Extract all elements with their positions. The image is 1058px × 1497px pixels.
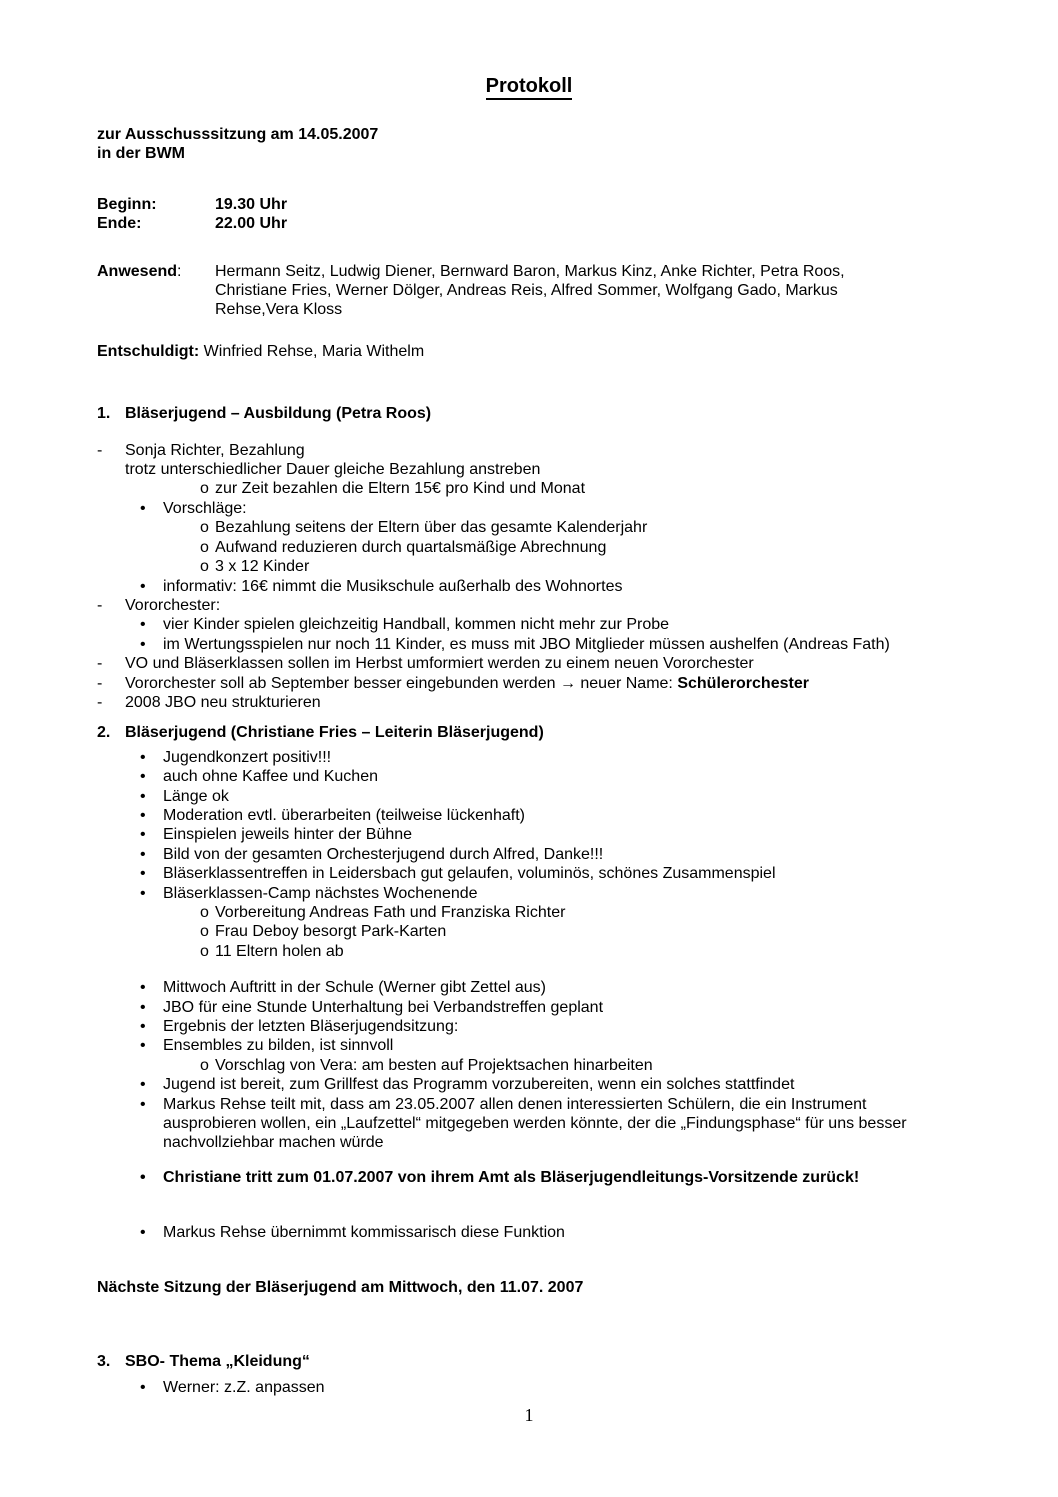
item-text: Sonja Richter, Bezahlung (125, 441, 305, 459)
item-text (163, 1095, 961, 1153)
section-title: Bläserjugend – Ausbildung (Petra Roos) (125, 405, 432, 423)
bullet-marker: • (140, 499, 146, 517)
dash-marker: - (97, 596, 103, 614)
item-text: Vororchester: (125, 596, 221, 614)
list-item (97, 978, 961, 997)
list-item (97, 787, 961, 806)
end-label: Ende: (97, 215, 142, 233)
list-item (97, 1056, 961, 1075)
section-number: 3. (97, 1353, 111, 1371)
item-text: vier Kinder spielen gleichzeitig Handball, kommen nicht mehr zur Probe (163, 616, 670, 634)
attendance-present-row (97, 262, 961, 320)
item-text: Vorschlag von Vera: am besten auf Projektsachen hinarbeiten (215, 1056, 653, 1074)
bullet-marker: • (140, 1378, 146, 1396)
bullet-marker: • (140, 1168, 146, 1186)
item-text: 3 x 12 Kinder (215, 558, 310, 576)
paragraph-line: nachvollziehbar machen würde (163, 1134, 384, 1152)
list-item (97, 1036, 961, 1055)
list-item (97, 674, 961, 693)
begin-label: Beginn: (97, 195, 157, 213)
list-item (97, 1223, 961, 1242)
list-item (97, 635, 961, 654)
list-item (97, 499, 961, 518)
bullet-marker: • (140, 635, 146, 653)
list-item (97, 1075, 961, 1094)
list-item (97, 654, 961, 673)
item-text: Jugend ist bereit, zum Grillfest das Programm vorzubereiten, wenn ein solches stattfindet (163, 1076, 795, 1094)
circle-marker: o (200, 923, 209, 941)
section-2-list-a (97, 748, 961, 961)
bullet-marker: • (140, 616, 146, 634)
list-item (97, 748, 961, 767)
present-names-line: Christiane Fries, Werner Dölger, Andreas Reis, Alfred Sommer, Wolfgang Gado, Markus (215, 282, 838, 300)
excused-label: Entschuldigt: (97, 342, 200, 360)
list-item (97, 825, 961, 844)
list-item (97, 1378, 961, 1397)
item-text: Länge ok (163, 787, 229, 805)
list-item (97, 596, 961, 615)
list-item (97, 806, 961, 825)
item-text: Bläserklassentreffen in Leidersbach gut gelaufen, voluminös, schönes Zusammenspiel (163, 865, 776, 883)
section-3-list (97, 1378, 961, 1397)
list-item-important (97, 1168, 961, 1187)
bullet-marker: • (140, 806, 146, 824)
begin-value: 19.30 Uhr (215, 195, 288, 213)
list-item (97, 693, 961, 712)
bullet-marker: • (140, 845, 146, 863)
list-item (97, 441, 961, 460)
section-number: 2. (97, 724, 111, 742)
bullet-marker: • (140, 577, 146, 595)
item-text: Ergebnis der letzten Bläserjugendsitzung: (163, 1018, 459, 1036)
list-item (97, 1095, 961, 1153)
bullet-marker: • (140, 865, 146, 883)
item-text: 11 Eltern holen ab (215, 942, 344, 960)
section-heading-1 (97, 404, 961, 423)
circle-marker: o (200, 558, 209, 576)
bullet-marker: • (140, 1095, 146, 1113)
dash-marker: - (97, 655, 103, 673)
item-text: Vororchester soll ab September besser eingebunden werden → neuer Name: Schülerorchester (125, 674, 809, 692)
next-meeting-note: Nächste Sitzung der Bläserjugend am Mittwoch, den 11.07. 2007 (97, 1278, 584, 1296)
item-text: JBO für eine Stunde Unterhaltung bei Verbandstreffen geplant (163, 998, 604, 1016)
list-item (97, 538, 961, 557)
circle-marker: o (200, 942, 209, 960)
item-text: Bläserklassen-Camp nächstes Wochenende (163, 884, 478, 902)
item-text: 2008 JBO neu strukturieren (125, 693, 321, 711)
section-title: SBO- Thema „Kleidung“ (125, 1353, 310, 1371)
bullet-marker: • (140, 1076, 146, 1094)
paragraph-line: ausprobieren wollen, ein „Laufzettel“ mitgegeben werden könnte, der die „Findungsphase“ für uns besser (163, 1115, 907, 1133)
circle-marker: o (200, 480, 209, 498)
item-text: informativ: 16€ nimmt die Musikschule außerhalb des Wohnortes (163, 577, 623, 595)
section-2-list-b (97, 978, 961, 1153)
circle-marker: o (200, 519, 209, 537)
excused-names: Winfried Rehse, Maria Withelm (203, 342, 425, 360)
list-item (97, 577, 961, 596)
list-item (97, 942, 961, 961)
section-title: Bläserjugend (Christiane Fries – Leiterin Bläserjugend) (125, 724, 544, 742)
document-body (97, 0, 961, 1397)
present-names-line: Hermann Seitz, Ludwig Diener, Bernward Baron, Markus Kinz, Anke Richter, Petra Roos, (215, 262, 845, 280)
section-heading-2 (97, 723, 961, 742)
bullet-marker: • (140, 1037, 146, 1055)
bullet-marker: • (140, 826, 146, 844)
item-text: Markus Rehse übernimmt kommissarisch diese Funktion (163, 1224, 565, 1242)
bullet-marker: • (140, 748, 146, 766)
subject-line-2: in der BWM (97, 145, 185, 163)
list-item (97, 903, 961, 922)
meta-row-begin (97, 195, 961, 214)
item-text: Mittwoch Auftritt in der Schule (Werner gibt Zettel aus) (163, 979, 546, 997)
list-item (97, 518, 961, 537)
item-text: im Wertungsspielen nur noch 11 Kinder, es muss mit JBO Mitglieder müssen aushelfen (Andreas Fath) (163, 635, 890, 653)
emphasized-text: Schülerorchester (677, 674, 809, 692)
paragraph-line: Markus Rehse teilt mit, dass am 23.05.2007 allen denen interessierten Schülern, die ein Instrument (163, 1095, 867, 1113)
item-text: Ensembles zu bilden, ist sinnvoll (163, 1037, 394, 1055)
item-text: trotz unterschiedlicher Dauer gleiche Bezahlung anstreben (125, 461, 541, 479)
circle-marker: o (200, 1056, 209, 1074)
item-text: Aufwand reduzieren durch quartalsmäßige Abrechnung (215, 538, 607, 556)
end-value: 22.00 Uhr (215, 215, 288, 233)
bullet-marker: • (140, 1224, 146, 1242)
item-text: Werner: z.Z. anpassen (163, 1378, 325, 1396)
item-text: Einspielen jeweils hinter der Bühne (163, 826, 413, 844)
item-text: Jugendkonzert positiv!!! (163, 748, 332, 766)
attendance-excused-row (97, 342, 961, 361)
item-text: Frau Deboy besorgt Park-Karten (215, 923, 447, 941)
section-heading-3 (97, 1352, 961, 1371)
document-title: Protokoll (97, 74, 961, 98)
circle-marker: o (200, 538, 209, 556)
list-item (97, 767, 961, 786)
present-label: Anwesend: (97, 262, 182, 280)
item-text: Christiane tritt zum 01.07.2007 von ihrem Amt als Bläserjugendleitungs-Vorsitzende zurück! (163, 1168, 860, 1186)
item-text: Bild von der gesamten Orchesterjugend durch Alfred, Danke!!! (163, 845, 604, 863)
item-text: VO und Bläserklassen sollen im Herbst umformiert werden zu einem neuen Vororchester (125, 655, 754, 673)
bullet-marker: • (140, 979, 146, 997)
list-item (97, 922, 961, 941)
list-item (97, 864, 961, 883)
list-item (97, 998, 961, 1017)
bullet-marker: • (140, 998, 146, 1016)
item-text: Bezahlung seitens der Eltern über das gesamte Kalenderjahr (215, 519, 648, 537)
dash-marker: - (97, 674, 103, 692)
list-item (97, 1017, 961, 1036)
bullet-marker: • (140, 787, 146, 805)
subject-line-1: zur Ausschusssitzung am 14.05.2007 (97, 126, 379, 143)
present-names-line: Rehse,Vera Kloss (215, 301, 343, 319)
present-names (215, 262, 845, 320)
dash-marker: - (97, 441, 103, 459)
item-text: Moderation evtl. überarbeiten (teilweise lückenhaft) (163, 806, 525, 824)
item-text: zur Zeit bezahlen die Eltern 15€ pro Kind und Monat (215, 480, 586, 498)
list-item (97, 845, 961, 864)
dash-marker: - (97, 693, 103, 711)
item-text: Vorbereitung Andreas Fath und Franziska Richter (215, 904, 566, 921)
item-text: Vorschläge: (163, 499, 247, 517)
section-1-list (97, 441, 961, 713)
list-item (97, 479, 961, 498)
bullet-marker: • (140, 768, 146, 786)
list-item (97, 884, 961, 903)
item-text: auch ohne Kaffee und Kuchen (163, 768, 378, 786)
section-number: 1. (97, 405, 111, 423)
list-item-continuation (97, 460, 961, 479)
circle-marker: o (200, 904, 209, 921)
list-item (97, 615, 961, 634)
bullet-marker: • (140, 884, 146, 902)
page-number: 1 (524, 1405, 534, 1425)
list-item (97, 557, 961, 576)
meta-row-end (97, 214, 961, 233)
bullet-marker: • (140, 1018, 146, 1036)
